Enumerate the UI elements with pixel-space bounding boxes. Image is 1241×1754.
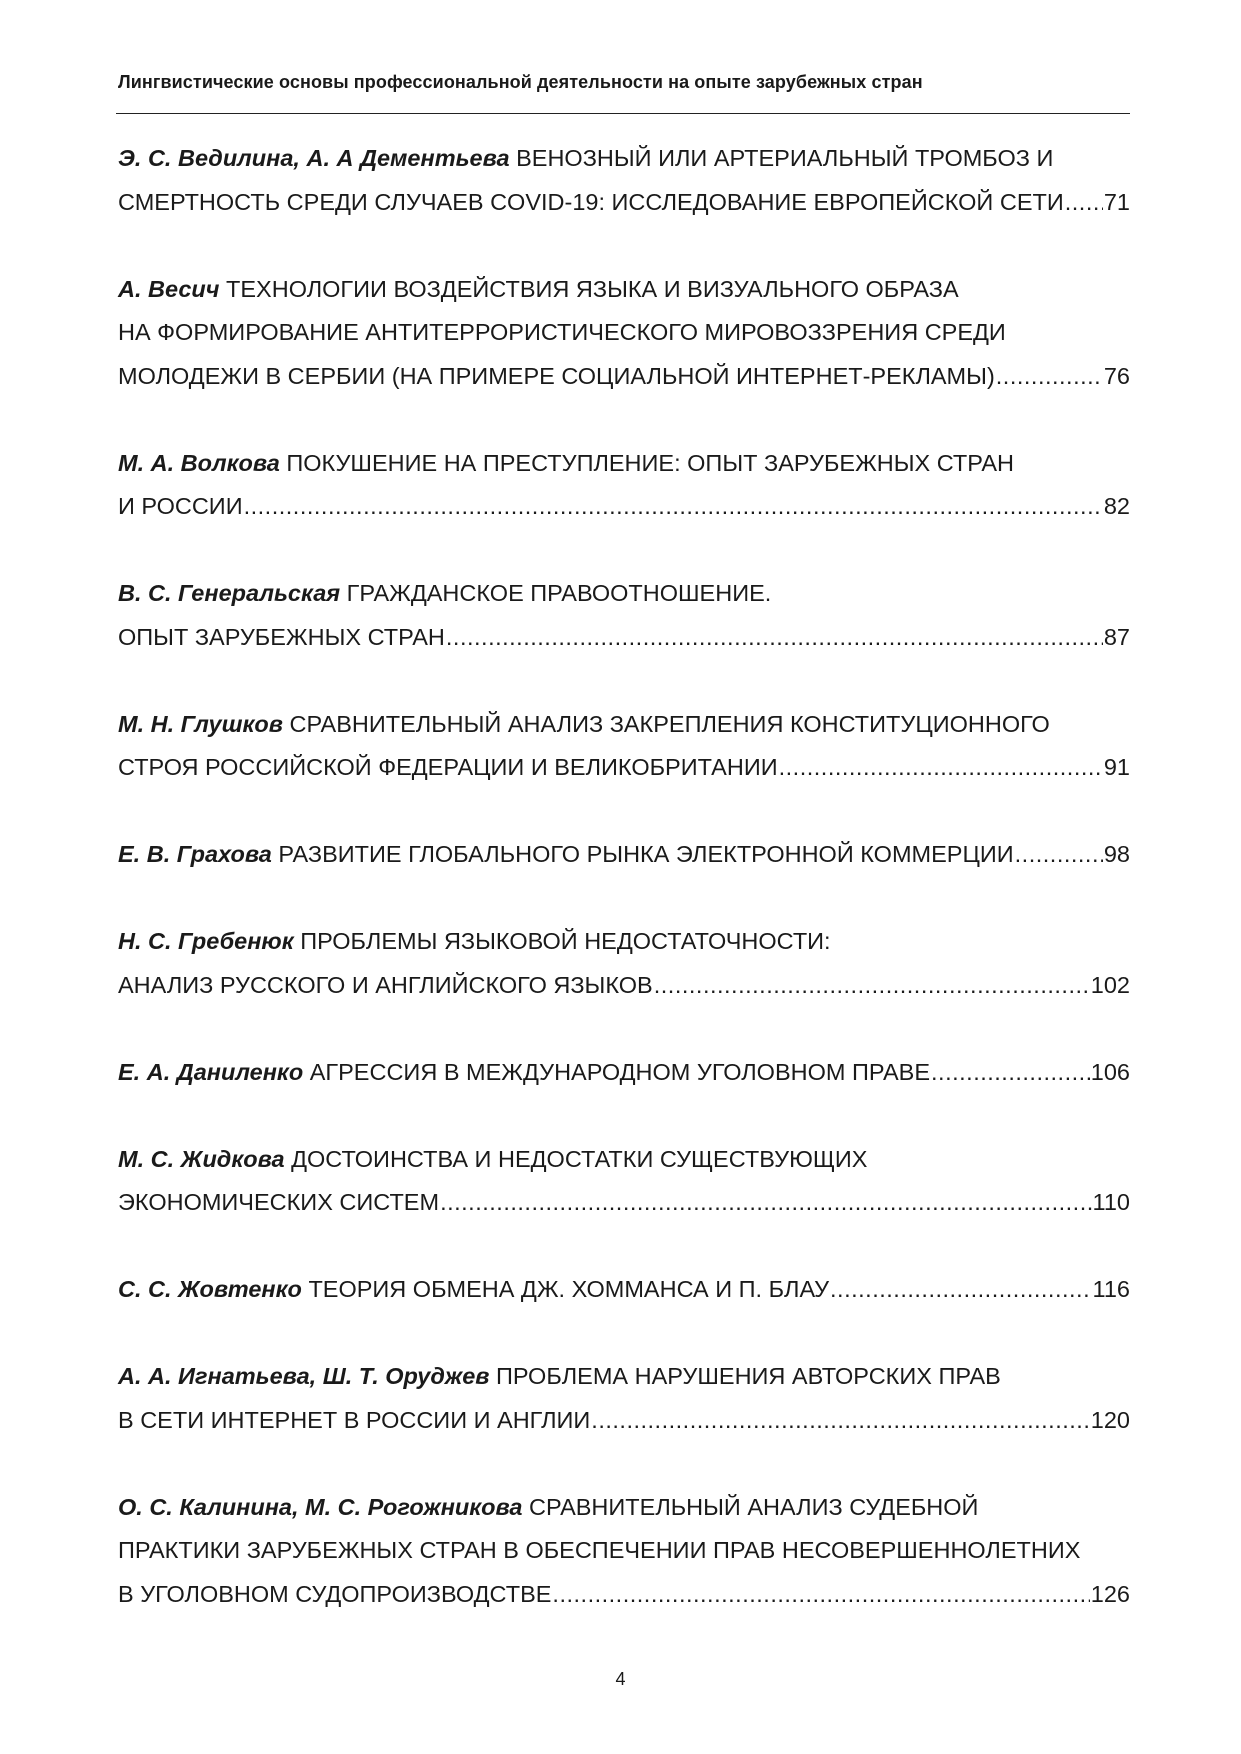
toc-entry-line — [118, 1355, 1130, 1399]
toc-entry-text — [118, 1573, 551, 1617]
toc-entry-authors: М. Н. Глушков — [118, 710, 283, 737]
toc-entry-line — [118, 703, 1130, 747]
toc-entry-authors: Е. В. Грахова — [118, 841, 272, 867]
toc-entry-last-line — [118, 1573, 1130, 1617]
toc-entry-authors: Э. С. Ведилина, А. А Дементьева — [118, 145, 510, 171]
toc-entry-text — [118, 1268, 829, 1312]
dot-leader — [440, 1181, 1091, 1225]
toc-entry-authors: В. С. Генеральская — [118, 580, 341, 606]
toc-entry-text — [118, 746, 778, 790]
toc-entry-title: В СЕТИ ИНТЕРНЕТ В РОССИИ И АНГЛИИ — [118, 1406, 591, 1433]
toc-entry-title: ПРАКТИКИ ЗАРУБЕЖНЫХ СТРАН В ОБЕСПЕЧЕНИИ ПРАВ НЕСОВЕРШЕННОЛЕТНИХ — [118, 1537, 1081, 1563]
toc-entry-title: И РОССИИ — [118, 493, 243, 519]
toc-entry-page: 102 — [1090, 971, 1130, 998]
dot-leader — [654, 964, 1090, 1008]
dot-leader — [830, 1268, 1092, 1312]
toc-entry-title: АГРЕССИЯ В МЕЖДУНАРОДНОМ УГОЛОВНОМ ПРАВЕ — [309, 1058, 931, 1085]
dot-leader — [591, 1399, 1089, 1443]
toc-entry-title: НА ФОРМИРОВАНИЕ АНТИТЕРРОРИСТИЧЕСКОГО МИРОВОЗЗРЕНИЯ СРЕДИ — [118, 319, 1006, 345]
toc-entry-last-line — [118, 485, 1130, 529]
dot-leader — [1015, 833, 1103, 877]
header-divider — [116, 113, 1130, 114]
toc-entry-authors: А. Весич — [118, 275, 220, 302]
dot-leader — [779, 746, 1103, 790]
toc-entry-page: 110 — [1092, 1189, 1130, 1215]
toc-entry-page: 126 — [1090, 1580, 1130, 1607]
toc-entry-text — [118, 964, 653, 1008]
toc-entry[interactable] — [118, 703, 1130, 790]
toc-entry-line — [118, 1138, 1130, 1182]
dot-leader — [1065, 181, 1103, 225]
toc-entry-page: 91 — [1103, 754, 1130, 780]
toc-entry-title: ПРОБЛЕМЫ ЯЗЫКОВОЙ НЕДОСТАТОЧНОСТИ: — [300, 928, 831, 954]
toc-entry[interactable] — [118, 833, 1130, 877]
toc-entry-title: ДОСТОИНСТВА И НЕДОСТАТКИ СУЩЕСТВУЮЩИХ — [291, 1145, 868, 1172]
table-of-contents — [118, 137, 1130, 1660]
toc-entry-authors: Н. С. Гребенюк — [118, 928, 294, 954]
toc-entry-text — [118, 616, 445, 660]
toc-entry-title: СМЕРТНОСТЬ СРЕДИ СЛУЧАЕВ COVID-19: ИССЛЕДОВАНИЕ ЕВРОПЕЙСКОЙ СЕТИ — [118, 188, 1064, 215]
toc-entry-last-line — [118, 355, 1130, 399]
toc-entry-title: ТЕОРИЯ ОБМЕНА ДЖ. ХОММАНСА И П. БЛАУ — [308, 1276, 830, 1302]
toc-entry-title: ПРОБЛЕМА НАРУШЕНИЯ АВТОРСКИХ ПРАВ — [496, 1363, 1001, 1389]
dot-leader — [996, 355, 1103, 399]
toc-entry-line — [118, 137, 1130, 181]
toc-entry-authors: М. А. Волкова — [118, 449, 280, 476]
toc-entry-title: ВЕНОЗНЫЙ ИЛИ АРТЕРИАЛЬНЫЙ ТРОМБОЗ И — [516, 145, 1054, 171]
toc-entry-line — [118, 311, 1130, 355]
toc-entry-text — [118, 833, 1014, 877]
toc-entry-line — [118, 1486, 1130, 1530]
toc-entry-text — [118, 1399, 590, 1443]
toc-entry-title: ТЕХНОЛОГИИ ВОЗДЕЙСТВИЯ ЯЗЫКА И ВИЗУАЛЬНОГО ОБРАЗА — [226, 275, 959, 302]
toc-entry-authors: С. С. Жовтенко — [118, 1276, 302, 1302]
toc-entry-text — [118, 1051, 930, 1095]
dot-leader — [552, 1573, 1089, 1617]
toc-entry-authors: А. А. Игнатьева, Ш. Т. Оруджев — [118, 1363, 490, 1389]
toc-entry-text — [118, 1181, 439, 1225]
toc-entry[interactable] — [118, 268, 1130, 399]
toc-entry[interactable] — [118, 1051, 1130, 1095]
toc-entry-line — [118, 920, 1130, 964]
toc-entry-last-line — [118, 964, 1130, 1008]
toc-entry-title: АНАЛИЗ РУССКОГО И АНГЛИЙСКОГО ЯЗЫКОВ — [118, 971, 653, 998]
dot-leader — [244, 485, 1103, 529]
toc-entry-last-line — [118, 616, 1130, 660]
toc-entry-title: ОПЫТ ЗАРУБЕЖНЫХ СТРАН — [118, 623, 445, 650]
toc-entry-title: ПОКУШЕНИЕ НА ПРЕСТУПЛЕНИЕ: ОПЫТ ЗАРУБЕЖНЫХ СТРАН — [286, 449, 1015, 476]
toc-entry-text — [118, 181, 1064, 225]
toc-entry[interactable] — [118, 1355, 1130, 1442]
toc-entry-last-line — [118, 1399, 1130, 1443]
toc-entry[interactable] — [118, 137, 1130, 224]
toc-entry-last-line — [118, 1181, 1130, 1225]
toc-entry-last-line — [118, 181, 1130, 225]
toc-entry-title: ЭКОНОМИЧЕСКИХ СИСТЕМ — [118, 1189, 440, 1215]
dot-leader — [931, 1051, 1090, 1095]
toc-entry[interactable] — [118, 572, 1130, 659]
toc-entry[interactable] — [118, 442, 1130, 529]
toc-entry-page: 87 — [1103, 623, 1130, 650]
toc-entry-text — [118, 355, 995, 399]
toc-entry-authors: О. С. Калинина, М. С. Рогожникова — [118, 1493, 523, 1520]
toc-entry-last-line — [118, 746, 1130, 790]
toc-entry-authors: М. С. Жидкова — [118, 1145, 285, 1172]
toc-entry-page: 120 — [1090, 1406, 1130, 1433]
toc-entry-page: 76 — [1103, 362, 1130, 389]
toc-entry-page: 116 — [1092, 1276, 1130, 1302]
toc-entry-title: РАЗВИТИЕ ГЛОБАЛЬНОГО РЫНКА ЭЛЕКТРОННОЙ КОММЕРЦИИ — [278, 841, 1014, 867]
toc-entry[interactable] — [118, 1138, 1130, 1225]
toc-entry-line — [118, 268, 1130, 312]
toc-entry-line — [118, 572, 1130, 616]
toc-entry-last-line — [118, 833, 1130, 877]
toc-entry-title: В УГОЛОВНОМ СУДОПРОИЗВОДСТВЕ — [118, 1580, 552, 1607]
toc-entry[interactable] — [118, 1486, 1130, 1617]
toc-entry-title: СРАВНИТЕЛЬНЫЙ АНАЛИЗ СУДЕБНОЙ — [529, 1493, 979, 1520]
toc-entry-last-line — [118, 1051, 1130, 1095]
toc-entry-line — [118, 1529, 1130, 1573]
dot-leader — [446, 616, 1103, 660]
toc-entry[interactable] — [118, 1268, 1130, 1312]
toc-entry-authors: Е. А. Даниленко — [118, 1058, 304, 1085]
toc-entry-title: МОЛОДЕЖИ В СЕРБИИ (НА ПРИМЕРЕ СОЦИАЛЬНОЙ ИНТЕРНЕТ-РЕКЛАМЫ) — [118, 362, 995, 389]
toc-entry-title: СТРОЯ РОССИЙСКОЙ ФЕДЕРАЦИИ И ВЕЛИКОБРИТАНИИ — [118, 754, 778, 780]
running-header: Лингвистические основы профессиональной деятельности на опыте зарубежных стран — [118, 72, 923, 92]
toc-entry-title: ГРАЖДАНСКОЕ ПРАВООТНОШЕНИЕ. — [346, 580, 772, 606]
toc-entry-title: СРАВНИТЕЛЬНЫЙ АНАЛИЗ ЗАКРЕПЛЕНИЯ КОНСТИТУЦИОННОГО — [289, 710, 1050, 737]
toc-entry-page: 82 — [1103, 493, 1130, 519]
toc-entry-line — [118, 442, 1130, 486]
toc-entry-page: 71 — [1103, 188, 1130, 215]
toc-entry-page: 98 — [1103, 841, 1130, 867]
page-number: 4 — [615, 1669, 626, 1689]
toc-entry-text — [118, 485, 243, 529]
toc-entry-page: 106 — [1090, 1058, 1130, 1085]
toc-entry-last-line — [118, 1268, 1130, 1312]
toc-entry[interactable] — [118, 920, 1130, 1007]
